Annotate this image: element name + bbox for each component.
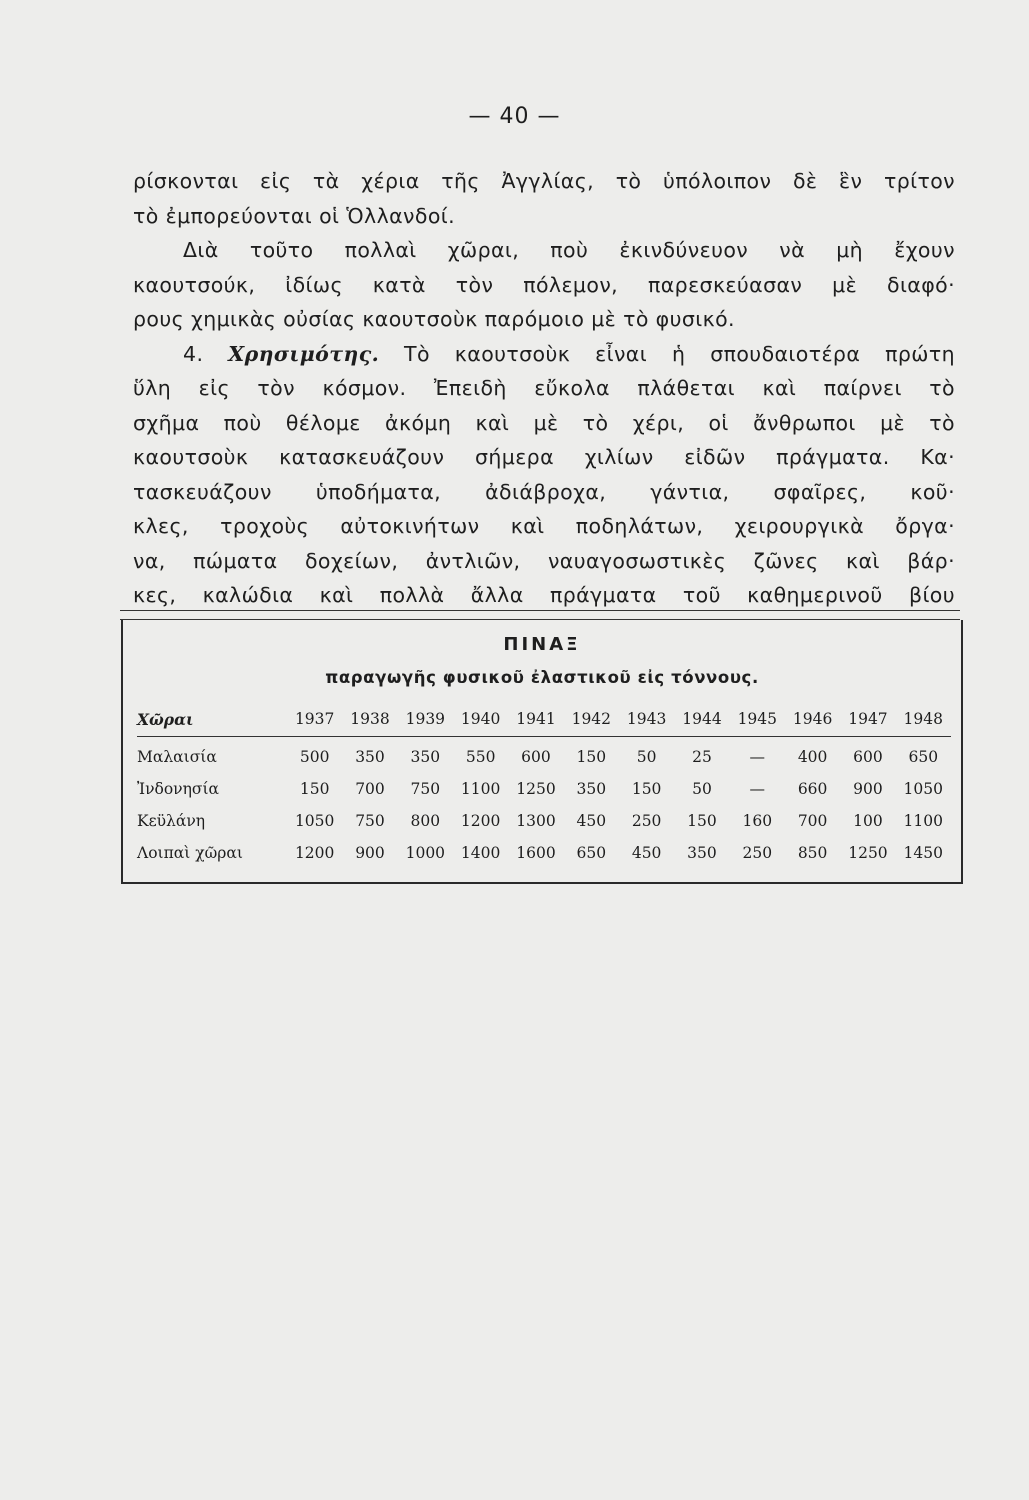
paragraph3-line-7: να, πώματα δοχείων, ἀντλιῶν, ναυαγοσωστικὲς ζῶνες καὶ βάρ· bbox=[133, 548, 955, 573]
paragraph1-line-2: τὸ ἐμπορεύονται οἱ Ὁλλανδοί. bbox=[133, 203, 456, 228]
year-cell: 1944 bbox=[682, 710, 722, 728]
value-cell: 1450 bbox=[903, 844, 943, 862]
body-text bbox=[133, 164, 955, 613]
year-cell: 1937 bbox=[294, 710, 335, 728]
value-cell: 150 bbox=[576, 748, 607, 766]
section-number: 4. bbox=[183, 341, 204, 366]
country-cell: Ἰνδονησία bbox=[137, 780, 219, 798]
value-cell: 150 bbox=[631, 780, 662, 798]
paragraph3-line-2: ὕλη εἰς τὸν κόσμον. Ἐπειδὴ εὔκολα πλάθεται καὶ παίρνει τὸ bbox=[133, 376, 955, 400]
value-cell: 350 bbox=[687, 844, 717, 862]
year-cell: 1948 bbox=[903, 710, 943, 728]
value-cell: 1000 bbox=[405, 844, 446, 862]
value-cell: 1050 bbox=[294, 812, 335, 830]
row-header-label: Χῶραι bbox=[137, 709, 194, 729]
table-subtitle: παραγωγῆς φυσικοῦ ἐλαστικοῦ εἰς τόννους. bbox=[325, 668, 759, 687]
paragraph2-line-2: καουτσούκ, ἰδίως κατὰ τὸν πόλεμον, παρεσκεύασαν μὲ διαφό· bbox=[133, 272, 955, 297]
section-heading: Χρησιμότης. bbox=[228, 341, 380, 366]
value-cell: 700 bbox=[797, 812, 828, 830]
year-cell: 1940 bbox=[460, 710, 501, 728]
table-row bbox=[137, 805, 951, 837]
value-cell: 650 bbox=[576, 844, 607, 862]
paragraph3-first-line-rest: Τὸ καουτσοὺκ εἶναι ἡ σπουδαιοτέρα πρώτη bbox=[404, 341, 956, 366]
value-cell: 600 bbox=[853, 748, 883, 766]
paragraph3-line-3: σχῆμα ποὺ θέλομε ἀκόμη καὶ μὲ τὸ χέρι, οἱ ἄνθρωποι μὲ τὸ bbox=[133, 410, 955, 435]
country-cell: Μαλαισία bbox=[137, 748, 217, 766]
table-header-row bbox=[137, 702, 951, 737]
value-cell: 160 bbox=[742, 812, 773, 830]
value-cell: 500 bbox=[299, 748, 330, 766]
value-cell: 250 bbox=[631, 812, 662, 830]
paragraph2-line-3: ρους χημικὰς οὐσίας καουτσοὺκ παρόμοιο μὲ τὸ φυσικό. bbox=[133, 307, 735, 331]
year-cell: 1947 bbox=[848, 710, 888, 728]
country-cell: Κεϋλάνη bbox=[137, 812, 206, 830]
value-cell: 50 bbox=[636, 748, 657, 766]
value-cell: 750 bbox=[410, 780, 441, 798]
value-cell: 1250 bbox=[848, 844, 888, 862]
value-cell: 1050 bbox=[903, 780, 943, 798]
value-cell: 1400 bbox=[460, 844, 501, 862]
value-cell: 650 bbox=[908, 748, 939, 766]
year-cell: 1942 bbox=[571, 710, 612, 728]
value-cell: 660 bbox=[797, 780, 828, 798]
table-top-rule bbox=[120, 610, 960, 611]
value-cell: — bbox=[749, 748, 766, 766]
value-cell: 100 bbox=[853, 812, 883, 830]
value-cell: 1600 bbox=[516, 844, 556, 862]
table-row bbox=[137, 837, 951, 869]
value-cell: 400 bbox=[797, 748, 828, 766]
year-cell: 1945 bbox=[737, 710, 778, 728]
value-cell: 350 bbox=[410, 748, 441, 766]
year-cell: 1938 bbox=[350, 710, 390, 728]
value-cell: 1100 bbox=[903, 812, 943, 830]
paragraph3-line-5: τασκευάζουν ὑποδήματα, ἀδιάβροχα, γάντια, σφαῖρες, κοῦ· bbox=[133, 479, 955, 504]
value-cell: 750 bbox=[355, 812, 385, 830]
value-cell: 900 bbox=[853, 780, 883, 798]
table-title: ΠΙΝΑΞ bbox=[503, 634, 581, 655]
value-cell: 450 bbox=[631, 844, 662, 862]
paragraph1-line-1: ρίσκονται εἰς τὰ χέρια τῆς Ἀγγλίας, τὸ ὑπόλοιπον δὲ ἓν τρίτον bbox=[133, 169, 955, 193]
page-number: — 40 — bbox=[468, 104, 561, 129]
year-cell: 1943 bbox=[626, 710, 667, 728]
year-cell: 1941 bbox=[516, 710, 556, 728]
value-cell: 900 bbox=[355, 844, 385, 862]
value-cell: 850 bbox=[797, 844, 828, 862]
value-cell: 1100 bbox=[460, 780, 501, 798]
value-cell: 1200 bbox=[294, 844, 335, 862]
table-row bbox=[137, 741, 951, 773]
paragraph3-line-1 bbox=[133, 337, 955, 372]
year-cells bbox=[287, 710, 951, 728]
value-cell: 1300 bbox=[516, 812, 556, 830]
value-cell: 150 bbox=[299, 780, 330, 798]
year-cell: 1939 bbox=[405, 710, 446, 728]
country-cell: Λοιπαὶ χῶραι bbox=[137, 844, 243, 862]
paragraph3-line-8: κες, καλώδια καὶ πολλὰ ἄλλα πράγματα τοῦ καθημερινοῦ βίου bbox=[133, 583, 955, 607]
value-cell: 1250 bbox=[516, 780, 556, 798]
value-cell: 700 bbox=[355, 780, 385, 798]
value-cell: 150 bbox=[687, 812, 717, 830]
value-cell: 450 bbox=[576, 812, 607, 830]
value-cell: 600 bbox=[521, 748, 551, 766]
value-cell: 800 bbox=[410, 812, 441, 830]
production-table bbox=[121, 620, 963, 884]
paragraph3-line-6: κλες, τροχοὺς αὐτοκινήτων καὶ ποδηλάτων, χειρουργικὰ ὄργα· bbox=[133, 514, 955, 538]
year-cell: 1946 bbox=[792, 710, 833, 728]
value-cell: 25 bbox=[692, 748, 712, 766]
value-cell: — bbox=[749, 780, 766, 798]
value-cell: 350 bbox=[355, 748, 385, 766]
value-cell: 350 bbox=[576, 780, 607, 798]
table-row bbox=[137, 773, 951, 805]
value-cell: 250 bbox=[742, 844, 773, 862]
paragraph2-line-1: Διὰ τοῦτο πολλαὶ χῶραι, ποὺ ἐκινδύνευον νὰ μὴ ἔχουν bbox=[183, 238, 955, 262]
value-cell: 550 bbox=[465, 748, 496, 766]
paragraph3-line-4: καουτσοὺκ κατασκευάζουν σήμερα χιλίων εἰδῶν πράγματα. Κα· bbox=[133, 445, 955, 469]
table-grid bbox=[137, 702, 951, 869]
value-cell: 1200 bbox=[460, 812, 501, 830]
value-cell: 50 bbox=[692, 780, 712, 798]
